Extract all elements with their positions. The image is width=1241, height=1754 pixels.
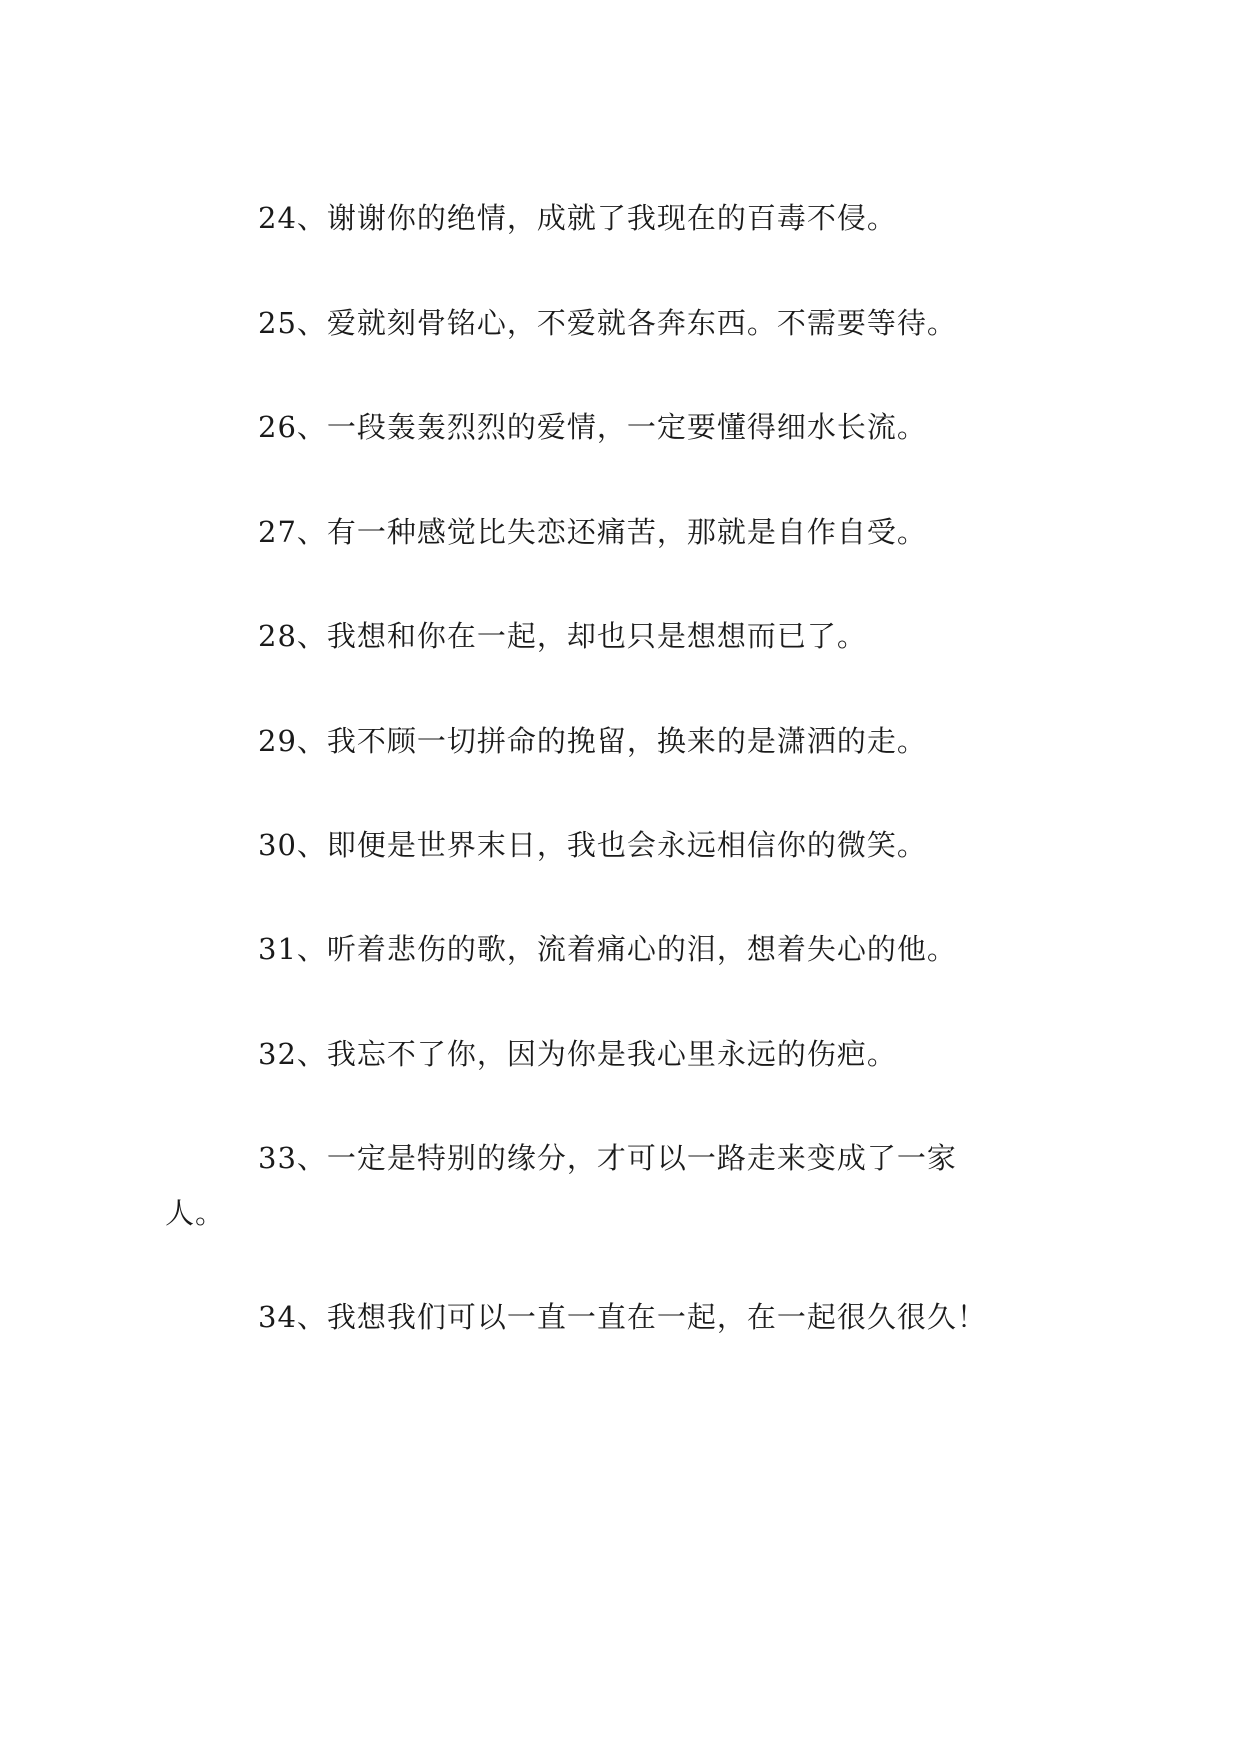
quote-27: 27、有一种感觉比失恋还痛苦，那就是自作自受。 (258, 515, 927, 549)
quote-33-continuation: 人。 (165, 1196, 226, 1230)
quote-29: 29、我不顾一切拼命的挽留，换来的是潇洒的走。 (258, 724, 927, 758)
quote-34: 34、我想我们可以一直一直在一起，在一起很久很久！ (258, 1300, 987, 1334)
quote-30: 30、即便是世界末日，我也会永远相信你的微笑。 (258, 828, 927, 862)
quote-26: 26、一段轰轰烈烈的爱情，一定要懂得细水长流。 (258, 410, 927, 444)
quote-28: 28、我想和你在一起，却也只是想想而已了。 (258, 619, 867, 653)
quote-24: 24、谢谢你的绝情，成就了我现在的百毒不侵。 (258, 201, 897, 235)
quote-31: 31、听着悲伤的歌，流着痛心的泪，想着失心的他。 (258, 932, 957, 966)
quote-33: 33、一定是特别的缘分，才可以一路走来变成了一家 (258, 1141, 957, 1175)
quote-25: 25、爱就刻骨铭心，不爱就各奔东西。不需要等待。 (258, 306, 957, 340)
quote-32: 32、我忘不了你，因为你是我心里永远的伤疤。 (258, 1037, 897, 1071)
